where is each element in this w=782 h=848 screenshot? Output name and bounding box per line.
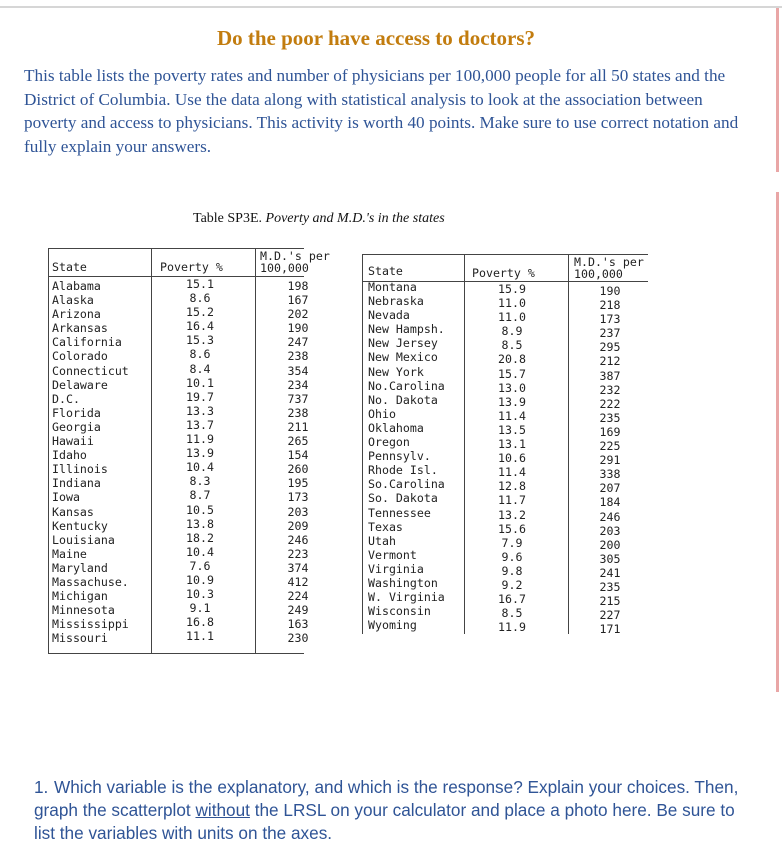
table-cell-state: Maine [52,546,87,561]
table-cell-poverty: 11.7 [498,493,526,508]
table-cell-poverty: 20.8 [498,352,526,367]
table-cell-poverty: 15.9 [498,282,526,296]
table-cell-mds: 169 [599,424,621,439]
table-cell-poverty: 15.1 [186,277,214,291]
table-cell-state: Arkansas [52,321,108,336]
table-cell-state: Pennsylv. [368,449,431,464]
table-cell-mds: 190 [599,284,621,298]
table-cell-mds: 207 [599,481,621,496]
table-cell-state: Georgia [52,419,101,434]
header-mds-line2: 100,000 [574,267,623,281]
table-cell-state: Michigan [52,589,108,604]
table-cell-state: Wisconsin [368,604,431,619]
table-border [48,653,304,654]
table-border [151,248,152,654]
table-cell-state: Ohio [368,406,396,421]
table-cell-mds: 173 [599,312,621,327]
table-cell-poverty: 13.5 [498,422,526,437]
intro-paragraph: This table lists the poverty rates and number of physicians per 100,000 people for all 50 states and the District of Columbia. Use the data along with statistical analysis to look at the association between poverty and access to physicians. This activity is worth 40 points. Make sure to use correct notation and fully explain your answers. [24,66,739,156]
table-cell-poverty: 15.3 [186,333,214,348]
left-poverty-column [160,277,240,643]
table-cell-mds: 190 [287,321,309,336]
question-text-part1: Which variable is the explanatory, and which is the response? Explain your choices. Then, graph the scatterplot [34,777,739,820]
table-cell-state: New Mexico [368,350,438,365]
table-cell-mds: 237 [599,326,621,341]
table-cell-state: Minnesota [52,603,115,618]
table-cell-mds: 737 [287,391,309,406]
table-cell-mds: 163 [287,617,309,632]
table-cell-state: W. Virginia [368,590,445,605]
table-cell-state: Texas [368,519,403,534]
table-cell-state: Maryland [52,560,108,575]
table-cell-poverty: 12.8 [498,479,526,494]
table-cell-state: Oklahoma [368,420,424,435]
table-cell-mds: 227 [599,608,621,623]
table-cell-mds: 295 [599,340,621,355]
table-cell-poverty: 16.7 [498,592,526,607]
table-cell-poverty: 8.9 [501,324,523,339]
header-state: State [368,264,403,278]
table-cell-mds: 211 [287,419,309,434]
table-cell-poverty: 8.3 [189,474,211,489]
question-emphasis: without [195,800,250,820]
table-cell-poverty: 13.2 [498,507,526,522]
table-cell-poverty: 16.8 [186,615,214,630]
table-cell-poverty: 9.6 [501,549,523,564]
table-cell-state: So.Carolina [368,477,445,492]
table-cell-mds: 224 [287,589,309,604]
table-cell-poverty: 15.7 [498,366,526,381]
question-number: 1. [34,777,49,797]
table-cell-state: New York [368,364,424,379]
table-cell-mds: 171 [599,622,621,637]
table-cell-state: Delaware [52,377,108,392]
table-cell-poverty: 10.4 [186,544,214,559]
table-cell-state: Nevada [368,308,410,323]
table-cell-poverty: 10.4 [186,460,214,475]
table-cell-poverty: 9.2 [501,577,523,592]
table-cell-mds: 198 [287,279,309,293]
table-cell-state: Wyoming [368,618,417,633]
table-cell-mds: 235 [599,410,621,425]
table-border [255,248,256,654]
table-cell-state: Oregon [368,435,410,450]
table-cell-poverty: 8.5 [501,606,523,621]
table-cell-mds: 354 [287,363,309,378]
table-cell-state: Idaho [52,448,87,463]
table-cell-poverty: 13.7 [186,417,214,432]
table-cell-mds: 291 [599,453,621,468]
table-cell-mds: 260 [287,462,309,477]
table-cell-poverty: 13.1 [498,437,526,452]
question-text-part2: the LRSL on your calculator and place a photo here. Be sure to list the variables with units on the axes. [34,800,735,843]
table-cell-poverty: 7.9 [501,535,523,550]
table-cell-poverty: 11.9 [498,620,526,635]
table-cell-state: Tennessee [368,505,431,520]
table-cell-state: Indiana [52,476,101,491]
table-cell-poverty: 11.9 [186,432,214,447]
table-caption [193,211,445,227]
table-cell-mds: 235 [599,579,621,594]
table-cell-mds: 241 [599,565,621,580]
table-cell-poverty: 8.5 [501,338,523,353]
table-cell-mds: 305 [599,551,621,566]
table-cell-poverty: 10.6 [498,451,526,466]
table-cell-mds: 203 [287,504,309,519]
table-caption-title: Poverty and M.D.'s in the states [265,211,445,226]
table-cell-state: Virginia [368,561,424,576]
table-cell-mds: 374 [287,560,309,575]
table-cell-poverty: 11.0 [498,296,526,311]
table-cell-state: Rhode Isl. [368,463,438,478]
table-cell-poverty: 11.0 [498,310,526,325]
table-cell-state: Utah [368,533,396,548]
table-cell-mds: 230 [287,631,309,646]
table-cell-poverty: 7.6 [189,558,211,573]
table-border [48,248,49,654]
header-poverty: Poverty % [160,260,223,274]
left-state-column [52,279,129,645]
table-cell-mds: 232 [599,382,621,397]
table-cell-mds: 218 [599,298,621,313]
table-cell-mds: 225 [599,439,621,454]
table-cell-mds: 246 [599,509,621,524]
table-cell-mds: 412 [287,574,309,589]
header-mds-line2: 100,000 [260,261,309,275]
table-cell-state: Louisiana [52,532,115,547]
table-cell-state: New Jersey [368,336,438,351]
table-cell-poverty: 18.2 [186,530,214,545]
table-cell-mds: 265 [287,434,309,449]
table-border [362,254,363,634]
table-cell-mds: 195 [287,476,309,491]
table-cell-mds: 234 [287,377,309,392]
table-cell-poverty: 13.9 [186,446,214,461]
table-cell-mds: 200 [599,537,621,552]
table-cell-poverty: 8.6 [189,291,211,306]
table-cell-poverty: 9.1 [189,601,211,616]
table-cell-state: No.Carolina [368,378,445,393]
table-cell-poverty: 13.9 [498,394,526,409]
table-border [568,254,569,634]
table-cell-state: Kentucky [52,518,108,533]
table-cell-poverty: 10.3 [186,587,214,602]
margin-marker [776,8,779,172]
table-cell-state: So. Dakota [368,491,438,506]
table-cell-poverty: 10.1 [186,375,214,390]
table-cell-state: Washington [368,575,438,590]
question-text [34,777,738,843]
data-table [48,248,648,656]
right-state-column [368,280,445,632]
table-cell-mds: 223 [287,546,309,561]
table-cell-state: Hawaii [52,434,94,449]
table-cell-state: Arizona [52,307,101,322]
left-mds-column [258,279,338,645]
table-cell-state: No. Dakota [368,392,438,407]
table-cell-poverty: 10.5 [186,502,214,517]
table-cell-poverty: 13.3 [186,403,214,418]
table-cell-mds: 338 [599,467,621,482]
table-cell-poverty: 11.4 [498,465,526,480]
table-cell-poverty: 16.4 [186,319,214,334]
table-cell-mds: 247 [287,335,309,350]
table-cell-mds: 154 [287,448,309,463]
table-cell-poverty: 8.6 [189,347,211,362]
table-cell-state: Massachuse. [52,574,129,589]
table-cell-state: New Hampsh. [368,322,445,337]
table-cell-state: Colorado [52,349,108,364]
table-cell-state: Florida [52,405,101,420]
table-cell-state: Nebraska [368,294,424,309]
table-cell-state: Alabama [52,279,101,293]
margin-marker [776,192,779,692]
table-cell-poverty: 15.6 [498,521,526,536]
table-cell-poverty: 19.7 [186,389,214,404]
table-cell-poverty: 11.4 [498,408,526,423]
right-poverty-column [472,282,552,634]
table-cell-poverty: 8.7 [189,488,211,503]
table-cell-mds: 246 [287,532,309,547]
header-state: State [52,260,87,274]
table-cell-poverty: 8.4 [189,361,211,376]
table-cell-mds: 202 [287,307,309,322]
table-cell-mds: 209 [287,518,309,533]
header-mds-line1: M.D.'s per [574,255,644,269]
table-cell-poverty: 13.8 [186,516,214,531]
page-title: Do the poor have access to doctors? [216,26,536,50]
table-cell-poverty: 10.9 [186,572,214,587]
header-poverty: Poverty % [472,266,535,280]
table-cell-mds: 212 [599,354,621,369]
top-rule [0,6,782,8]
table-cell-state: Illinois [52,462,108,477]
table-cell-mds: 238 [287,405,309,420]
table-cell-state: Kansas [52,504,94,519]
table-cell-state: Iowa [52,490,80,505]
table-border [464,254,465,634]
table-cell-state: Alaska [52,293,94,308]
table-cell-poverty: 9.8 [501,563,523,578]
table-cell-mds: 203 [599,523,621,538]
table-cell-mds: 249 [287,603,309,618]
table-cell-mds: 173 [287,490,309,505]
table-cell-poverty: 13.0 [498,380,526,395]
table-cell-state: Mississippi [52,617,129,632]
header-mds-line1: M.D.'s per [260,249,330,263]
table-cell-state: Montana [368,280,417,294]
table-caption-label: Table SP3E. [193,211,263,226]
question-1 [34,776,744,845]
table-cell-state: Missouri [52,631,108,646]
table-cell-state: California [52,335,122,350]
table-cell-mds: 215 [599,594,621,609]
table-cell-mds: 238 [287,349,309,364]
table-cell-state: Connecticut [52,363,129,378]
right-mds-column [570,284,650,636]
table-cell-mds: 387 [599,368,621,383]
table-cell-mds: 184 [599,495,621,510]
table-cell-mds: 222 [599,396,621,411]
table-cell-poverty: 15.2 [186,305,214,320]
table-cell-poverty: 11.1 [186,629,214,644]
table-cell-state: D.C. [52,391,80,406]
table-cell-state: Vermont [368,547,417,562]
table-cell-mds: 167 [287,293,309,308]
